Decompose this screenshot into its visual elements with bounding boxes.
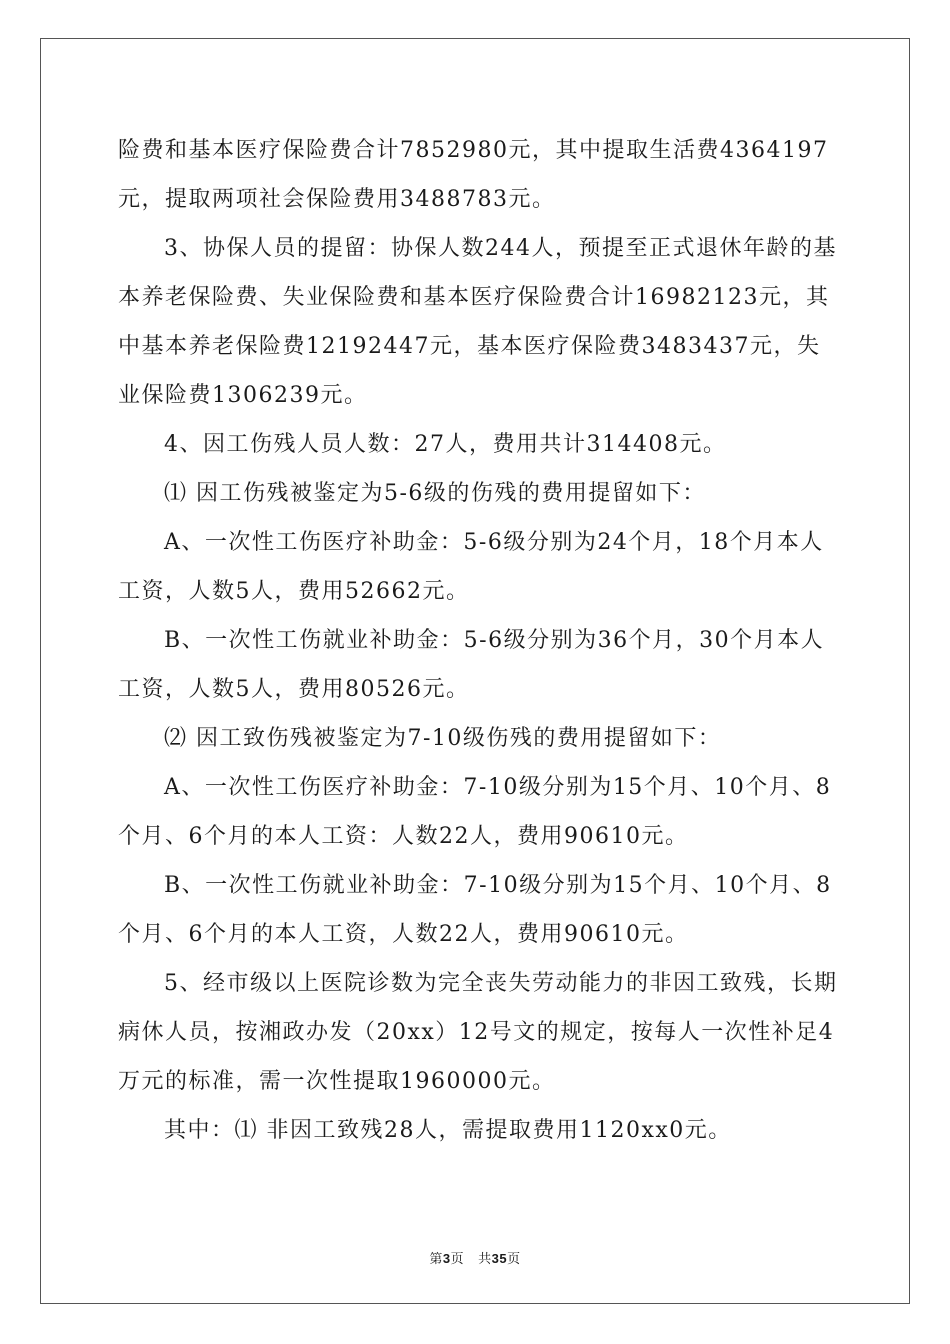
footer-total-suffix: 页 <box>507 1252 521 1267</box>
footer-page-prefix: 第 <box>429 1252 443 1267</box>
paragraph-2: 3、协保人员的提留：协保人数244人，预提至正式退休年龄的基本养老保险费、失业保险费和基本医疗保险费合计16982123元，其中基本养老保险费12192447元，基本医疗保险费3483437元，失业保险费1306239元。 <box>118 236 837 408</box>
paragraph-3: 4、因工伤残人员人数：27人，费用共计314408元。 <box>164 432 727 457</box>
paragraph-1: 险费和基本医疗保险费合计7852980元，其中提取生活费4364197元，提取两项社会保险费用3488783元。 <box>118 138 829 212</box>
paragraph-5: A、一次性工伤医疗补助金：5-6级分别为24个月，18个月本人工资，人数5人，费用52662元。 <box>118 530 824 604</box>
document-body <box>118 126 838 1155</box>
paragraph-11: 其中：⑴ 非因工致残28人，需提取费用1120xx0元。 <box>164 1118 732 1143</box>
page-footer <box>0 1248 950 1267</box>
paragraph-6: B、一次性工伤就业补助金：5-6级分别为36个月，30个月本人工资，人数5人，费用80526元。 <box>118 628 825 702</box>
footer-total-prefix: 共 <box>478 1252 492 1267</box>
footer-page-number: 3 <box>442 1251 451 1266</box>
paragraph-4: ⑴ 因工伤残被鉴定为5-6级的伤残的费用提留如下： <box>164 481 706 506</box>
paragraph-9: B、一次性工伤就业补助金：7-10级分别为15个月、10个月、8个月、6个月的本人工资，人数22人，费用90610元。 <box>118 873 832 947</box>
paragraph-10: 5、经市级以上医院诊数为完全丧失劳动能力的非因工致残，长期病休人员，按湘政办发（20xx）12号文的规定，按每人一次性补足4万元的标准，需一次性提取1960000元。 <box>118 971 838 1094</box>
footer-page-suffix: 页 <box>450 1252 465 1267</box>
footer-total-pages: 35 <box>491 1251 508 1266</box>
paragraph-8: A、一次性工伤医疗补助金：7-10级分别为15个月、10个月、8个月、6个月的本人工资：人数22人，费用90610元。 <box>118 775 832 849</box>
paragraph-7: ⑵ 因工致伤残被鉴定为7-10级伤残的费用提留如下： <box>164 726 722 751</box>
